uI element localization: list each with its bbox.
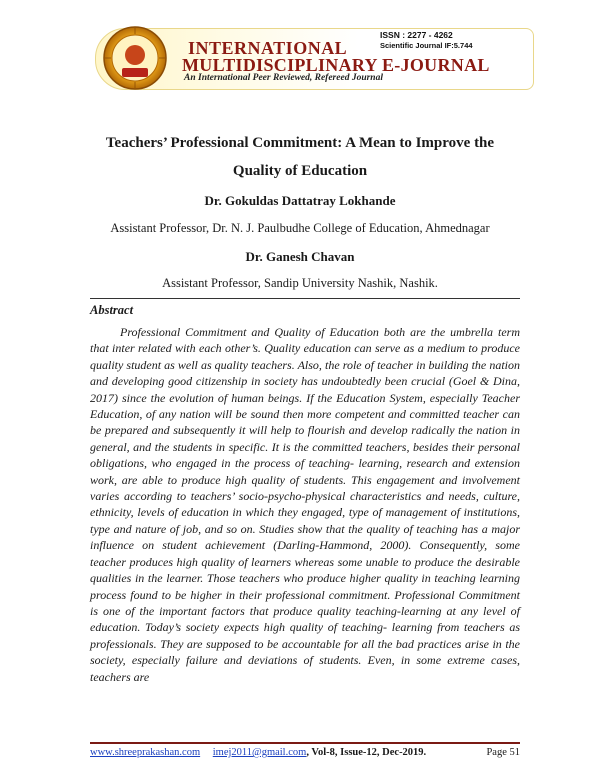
- page-footer: [90, 747, 520, 758]
- abstract-heading: Abstract: [90, 303, 134, 317]
- website-link[interactable]: www.shreeprakashan.com: [90, 747, 201, 758]
- author-1-name: Dr. Gokuldas Dattatray Lokhande: [204, 193, 396, 208]
- issn-label: ISSN : 2277 - 4262: [380, 30, 453, 40]
- section-divider: [90, 298, 520, 299]
- paper-title-line2: Quality of Education: [232, 163, 368, 179]
- author-2-name: Dr. Ganesh Chavan: [245, 249, 355, 264]
- abstract-text: Professional Commitment and Quality of Education both are the umbrella term that inter related with each other’s. Quality education can serve as a medium to produce quality student as well as quality teachers. Also, the role of teacher in building the nation and developing good citizenship in society has undoubtedly been crucial (Goel & Dina, 2017) since the evolution of human beings. If the Education System, especially Teacher Education, of any nation will be sound then more competent and committed teacher can be prepared and subsequently it will help to flourish and develop radically the nation in general, and the students in specific. It is the committed teachers, besides their personal obligations, who engaged in the process of teaching- learning, research and extension work, are able to produce high quality of students. This engagement and involvement varies according to teachers’ socio-psycho-physical characteristics and needs, culture, ethnicity, levels of education in which they engaged, type of management of institutions, type and nature of job, and so on. Studies show that the quality of teaching has a major influence on student achievement (Darling-Hammond, 2000). Consequently, some teacher produces high quality of learners whereas some unable to produce the desirable qualities in the learner. Those teachers who produce higher quality in teaching learning process found to be higher in their professional commitment. Professional Commitment is one of the important factors that produce quality teaching-learning at any level of education. Today’s society expects high quality of teaching- learning from teachers as professionals. They are supposed to be accountable for all the bad practices arise in the society, especially failure and deviations of students. Even, in some extreme cases, teachers are: [90, 325, 520, 684]
- journal-logo-seal: [102, 25, 168, 91]
- author-1-affiliation: Assistant Professor, Dr. N. J. Paulbudhe College of Education, Ahmednagar: [110, 221, 490, 235]
- volume-issue: , Vol-8, Issue-12, Dec-2019.: [306, 747, 427, 758]
- impact-factor-label: Scientific Journal IF:5.744: [380, 41, 473, 50]
- footer-divider: [90, 742, 520, 744]
- journal-tagline: An International Peer Reviewed, Refereed Journal: [184, 73, 383, 83]
- journal-name-line1: INTERNATIONAL: [188, 38, 348, 58]
- paper-title-line1: Teachers’ Professional Commitment: A Mean to Improve the: [105, 135, 495, 151]
- author-2-affiliation: Assistant Professor, Sandip University Nashik, Nashik.: [162, 276, 438, 290]
- journal-name-line2: MULTIDISCIPLINARY E-JOURNAL: [182, 55, 490, 75]
- page-number: Page 51: [486, 747, 520, 758]
- email-link[interactable]: imej2011@gmail.com: [212, 747, 307, 758]
